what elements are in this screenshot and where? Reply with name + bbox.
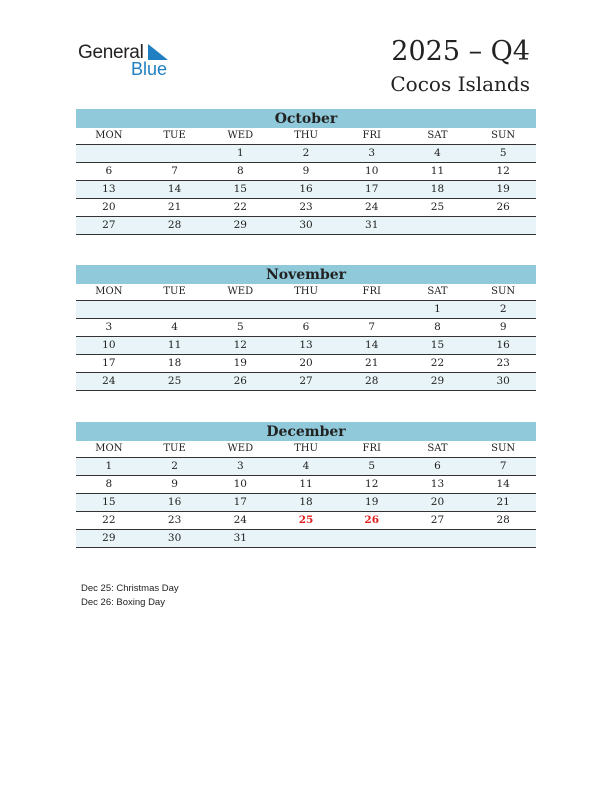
- day-cell: 24: [233, 514, 247, 526]
- empty-day-cell: [142, 145, 208, 162]
- month-title: October: [76, 109, 536, 128]
- day-cell: 26: [233, 375, 247, 387]
- logo-general-text: General: [78, 42, 144, 63]
- empty-day-cell: [405, 530, 471, 547]
- day-cell: 20: [102, 201, 116, 213]
- day-cell: 15: [102, 496, 116, 508]
- day-cell: 25: [430, 201, 445, 213]
- week-row: [76, 458, 536, 476]
- day-cell: 13: [102, 183, 116, 195]
- day-cell: 23: [299, 201, 313, 213]
- day-cell: 27: [430, 514, 445, 526]
- empty-day-cell: [339, 530, 405, 547]
- logo-blue-text: Blue: [131, 59, 168, 79]
- weekday-label: WED: [227, 443, 254, 454]
- day-cell: 13: [299, 339, 313, 351]
- day-cell: 19: [365, 496, 379, 508]
- day-cell: 18: [430, 183, 445, 195]
- day-cell: 21: [496, 496, 510, 508]
- day-cell: 18: [299, 496, 313, 508]
- day-cell: 3: [236, 460, 244, 472]
- empty-day-cell: [470, 217, 536, 234]
- empty-day-cell: [339, 301, 405, 318]
- weekday-label: SAT: [427, 443, 448, 454]
- weekday-label: MON: [95, 286, 123, 297]
- day-cell: 6: [434, 460, 441, 472]
- day-cell: 16: [167, 496, 182, 508]
- empty-day-cell: [76, 301, 142, 318]
- day-cell: 13: [430, 478, 445, 490]
- empty-day-cell: [142, 301, 208, 318]
- day-cell: 19: [233, 357, 247, 369]
- weekday-header-row: [76, 284, 536, 301]
- day-cell: 26: [364, 514, 380, 526]
- day-cell: 12: [365, 478, 379, 490]
- week-row: [76, 530, 536, 548]
- day-cell: 5: [236, 321, 244, 333]
- weekday-label: SAT: [427, 130, 448, 141]
- weekday-label: TUE: [163, 443, 186, 454]
- day-cell: 5: [368, 460, 376, 472]
- week-row: [76, 301, 536, 319]
- empty-day-cell: [207, 301, 273, 318]
- day-cell: 17: [233, 496, 247, 508]
- day-cell: 20: [299, 357, 313, 369]
- day-cell: 4: [434, 147, 441, 159]
- week-row: [76, 373, 536, 391]
- day-cell: 31: [365, 219, 379, 231]
- day-cell: 6: [105, 165, 113, 177]
- day-cell: 4: [302, 460, 310, 472]
- empty-day-cell: [470, 530, 536, 547]
- day-cell: 11: [430, 165, 445, 177]
- month-october: [76, 109, 536, 235]
- day-cell: 16: [299, 183, 313, 195]
- day-cell: 17: [365, 183, 379, 195]
- day-cell: 26: [496, 201, 510, 213]
- day-cell: 2: [302, 147, 310, 159]
- day-cell: 30: [496, 375, 510, 387]
- holiday-note: Dec 26: Boxing Day: [81, 596, 165, 608]
- day-cell: 25: [298, 514, 314, 526]
- empty-day-cell: [405, 217, 471, 234]
- day-cell: 12: [496, 165, 510, 177]
- day-cell: 6: [302, 321, 310, 333]
- month-title: December: [76, 422, 536, 441]
- weekday-label: TUE: [163, 130, 186, 141]
- weekday-label: FRI: [362, 286, 381, 297]
- weekday-label: MON: [95, 443, 123, 454]
- week-row: [76, 512, 536, 530]
- week-row: [76, 163, 536, 181]
- day-cell: 17: [102, 357, 116, 369]
- day-cell: 22: [430, 357, 445, 369]
- day-cell: 27: [299, 375, 313, 387]
- day-cell: 7: [499, 460, 507, 472]
- day-cell: 10: [233, 478, 247, 490]
- day-cell: 2: [171, 460, 178, 472]
- weekday-label: WED: [227, 286, 254, 297]
- week-row: [76, 494, 536, 512]
- day-cell: 15: [430, 339, 445, 351]
- day-cell: 27: [102, 219, 116, 231]
- day-cell: 14: [167, 183, 182, 195]
- day-cell: 20: [430, 496, 445, 508]
- day-cell: 7: [171, 165, 178, 177]
- day-cell: 10: [365, 165, 379, 177]
- day-cell: 23: [496, 357, 510, 369]
- day-cell: 31: [233, 532, 247, 544]
- holiday-note: Dec 25: Christmas Day: [81, 583, 179, 594]
- day-cell: 24: [365, 201, 379, 213]
- day-cell: 8: [105, 478, 113, 490]
- day-cell: 11: [167, 339, 182, 351]
- day-cell: 29: [430, 375, 445, 387]
- week-row: [76, 355, 536, 373]
- day-cell: 1: [105, 460, 113, 472]
- day-cell: 23: [167, 514, 182, 526]
- weekday-header-row: [76, 128, 536, 145]
- weekday-label: SUN: [491, 286, 516, 297]
- weekday-label: SAT: [427, 286, 448, 297]
- empty-day-cell: [76, 145, 142, 162]
- day-cell: 9: [499, 321, 507, 333]
- day-cell: 28: [167, 219, 182, 231]
- week-row: [76, 476, 536, 494]
- weekday-label: TUE: [163, 286, 186, 297]
- day-cell: 4: [171, 321, 178, 333]
- month-december: [76, 422, 536, 548]
- day-cell: 14: [365, 339, 379, 351]
- weekday-label: FRI: [362, 130, 381, 141]
- weekday-label: THU: [294, 130, 318, 141]
- day-cell: 18: [167, 357, 182, 369]
- day-cell: 12: [233, 339, 247, 351]
- weekday-label: FRI: [362, 443, 381, 454]
- day-cell: 28: [496, 514, 510, 526]
- day-cell: 5: [499, 147, 507, 159]
- day-cell: 3: [105, 321, 113, 333]
- day-cell: 24: [102, 375, 116, 387]
- weekday-header-row: [76, 441, 536, 458]
- empty-day-cell: [273, 530, 339, 547]
- week-row: [76, 199, 536, 217]
- logo: [78, 42, 178, 82]
- weekday-label: MON: [95, 130, 123, 141]
- day-cell: 3: [368, 147, 376, 159]
- day-cell: 22: [102, 514, 116, 526]
- page-subtitle: Cocos Islands: [390, 72, 530, 96]
- weekday-label: THU: [294, 286, 318, 297]
- day-cell: 19: [496, 183, 510, 195]
- day-cell: 28: [365, 375, 379, 387]
- day-cell: 8: [236, 165, 244, 177]
- day-cell: 14: [496, 478, 510, 490]
- day-cell: 22: [233, 201, 247, 213]
- day-cell: 2: [499, 303, 507, 315]
- week-row: [76, 181, 536, 199]
- day-cell: 10: [102, 339, 116, 351]
- day-cell: 7: [368, 321, 376, 333]
- day-cell: 9: [171, 478, 178, 490]
- week-row: [76, 217, 536, 235]
- day-cell: 21: [167, 201, 182, 213]
- day-cell: 15: [233, 183, 247, 195]
- weekday-label: SUN: [491, 443, 516, 454]
- week-row: [76, 319, 536, 337]
- weekday-label: THU: [294, 443, 318, 454]
- holiday-notes: [81, 582, 179, 609]
- day-cell: 9: [302, 165, 310, 177]
- day-cell: 1: [434, 303, 441, 315]
- day-cell: 1: [236, 147, 244, 159]
- week-row: [76, 337, 536, 355]
- day-cell: 25: [167, 375, 182, 387]
- month-november: [76, 265, 536, 391]
- day-cell: 8: [434, 321, 441, 333]
- day-cell: 30: [299, 219, 313, 231]
- weekday-label: SUN: [491, 130, 516, 141]
- day-cell: 21: [365, 357, 379, 369]
- month-title: November: [76, 265, 536, 284]
- page-title: 2025 – Q4: [391, 36, 530, 67]
- day-cell: 11: [299, 478, 313, 490]
- day-cell: 29: [102, 532, 116, 544]
- day-cell: 29: [233, 219, 247, 231]
- empty-day-cell: [273, 301, 339, 318]
- day-cell: 16: [496, 339, 510, 351]
- week-row: [76, 145, 536, 163]
- weekday-label: WED: [227, 130, 254, 141]
- day-cell: 30: [167, 532, 182, 544]
